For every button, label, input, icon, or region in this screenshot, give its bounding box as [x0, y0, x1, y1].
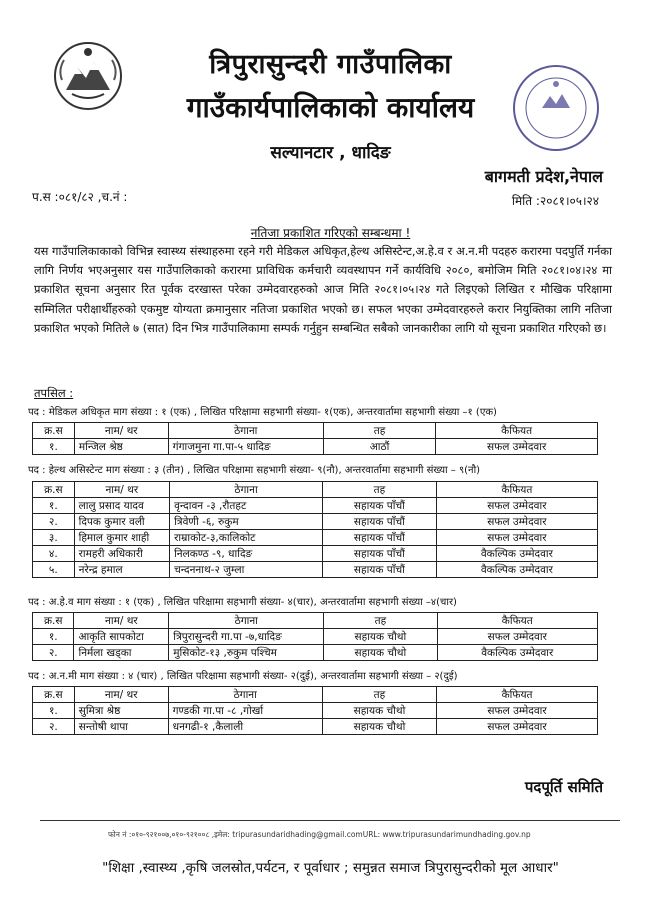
col-level: तह [324, 613, 437, 629]
table-header-row [33, 423, 598, 439]
table-row [33, 645, 598, 661]
col-remarks: कैफियत [437, 687, 598, 703]
cell-name: मन्जिल श्रेष्ठ [74, 439, 168, 455]
col-name: नाम/ थर [74, 613, 169, 629]
cell-sn: १. [33, 498, 75, 514]
table-header-row [33, 482, 598, 498]
province-name: बागमती प्रदेश,नेपाल [484, 167, 603, 186]
cell-sn: १. [33, 439, 75, 455]
cell-level: सहायक पाँचौं [323, 562, 437, 578]
col-address: ठेगाना [169, 613, 324, 629]
cell-name: लालु प्रसाद यादव [74, 498, 169, 514]
cell-name: सन्तोषी थापा [74, 719, 168, 735]
cell-address: धनगढी-१ ,कैलाली [168, 719, 322, 735]
cell-sn: २. [33, 514, 75, 530]
cell-sn: १. [33, 703, 75, 719]
cell-level: आठौं [323, 439, 435, 455]
cell-address: वृन्दावन -३ ,रौतहट [170, 498, 323, 514]
col-remarks: कैफियत [437, 613, 597, 629]
cell-sn: ३. [33, 530, 75, 546]
cell-sn: २. [33, 719, 75, 735]
cell-level: सहायक चौथो [324, 629, 437, 645]
table-row [33, 546, 598, 562]
cell-level: सहायक पाँचौं [323, 498, 437, 514]
footer-motto: "शिक्षा ,स्वास्थ्य ,कृषि जलस्रोत,पर्यटन, र पूर्वाधार ; समुन्नत समाज त्रिपुरासुन्दरीको मूल आधार" [102, 860, 559, 876]
details-label: तपसिल : [34, 386, 74, 400]
results-table-anm [32, 686, 598, 735]
table-row [33, 719, 598, 735]
table-row [33, 562, 598, 578]
cell-name: नरेन्द्र हमाल [74, 562, 169, 578]
table-row [33, 498, 598, 514]
col-level: तह [323, 482, 437, 498]
cell-remarks: वैकल्पिक उम्मेदवार [436, 562, 597, 578]
cell-address: गंगाजमुना गा.पा-५ धादिङ [168, 439, 323, 455]
col-sn: क्र.स [33, 482, 75, 498]
post-line-health-assistant: पद : हेल्थ असिस्टेन्ट माग संख्या : ३ (तीन) , लिखित परिक्षामा सहभागी संख्या- ९(नौ), अन्तरवार्तामा सहभागी संख्या – ९(नौ) [28, 465, 481, 476]
col-remarks: कैफियत [436, 482, 597, 498]
table-header-row [33, 613, 598, 629]
cell-level: सहायक चौथो [324, 645, 437, 661]
table-row [33, 629, 598, 645]
cell-address: त्रिवेणी -६, रुकुम [170, 514, 323, 530]
office-name: गाउँकार्यपालिकाको कार्यालय [186, 91, 475, 124]
table-row [33, 530, 598, 546]
post-line-ahw: पद : अ.हे.व माग संख्या : १ (एक) , लिखित परिक्षामा सहभागी संख्या- ४(चार), अन्तरवार्तामा सहभागी संख्या –४(चार) [28, 597, 457, 608]
col-address: ठेगाना [168, 687, 322, 703]
results-table-medical-officer [32, 422, 598, 455]
notice-date: मिति :२०८१।०५।२४ [511, 194, 599, 208]
cell-name: आकृति सापकोटा [74, 629, 169, 645]
col-sn: क्र.स [33, 423, 75, 439]
col-address: ठेगाना [168, 423, 323, 439]
results-table-health-assistant [32, 481, 598, 578]
cell-sn: ५. [33, 562, 75, 578]
notice-subject: नतिजा प्रकाशित गरिएको सम्बन्धमा ! [250, 226, 411, 240]
cell-remarks: सफल उम्मेदवार [437, 703, 598, 719]
footer-divider [40, 820, 620, 821]
cell-remarks: सफल उम्मेदवार [437, 629, 597, 645]
table-row [33, 514, 598, 530]
cell-level: सहायक पाँचौं [323, 530, 437, 546]
cell-address: गण्डकी गा.पा -८ ,गोर्खा [168, 703, 322, 719]
cell-remarks: सफल उम्मेदवार [436, 530, 597, 546]
cell-level: सहायक पाँचौं [323, 546, 437, 562]
cell-address: निलकण्ठ -९, धादिङ [170, 546, 323, 562]
cell-sn: १. [33, 629, 74, 645]
cell-address: राम्राकोट-३,कालिकोट [170, 530, 323, 546]
cell-remarks: वैकल्पिक उम्मेदवार [436, 546, 597, 562]
col-level: तह [322, 687, 436, 703]
cell-name: हिमाल कुमार शाही [74, 530, 169, 546]
signature-committee: पदपूर्ति समिति [524, 778, 603, 796]
table-row [33, 703, 598, 719]
cell-remarks: सफल उम्मेदवार [436, 514, 597, 530]
cell-remarks: सफल उम्मेदवार [436, 439, 598, 455]
col-level: तह [323, 423, 435, 439]
col-name: नाम/ थर [74, 423, 168, 439]
cell-name: दिपक कुमार वली [74, 514, 169, 530]
notice-body: यस गाउँपालिकाकाको विभिन्न स्वास्थ्य संस्थाहरुमा रहने गरी मेडिकल अधिकृत,हेल्थ असिस्टेन्ट,अ.हे.व र अ.न.मी पदहरु करारमा पदपुर्ति गर्नका लागि निर्णय भएअनुसार यस गाउँपालिकाको करारमा प्राविधिक कर्मचारी व्यवस्थापन गर्ने कार्यविधि २०८०, बमोजिम मिति २०८१।०४।२४ मा प्रकाशित सूचना अनुसार रित पूर्वक दरखास्त परेका उम्मेदवारहरुको आज मिति २०८१।०५।२४ गते लिइएको लिखित र मौखिक परिक्षामा सम्मिलित परीक्षार्थीहरुको एकमुष्ट योग्यता क्रमानुसार नतिजा प्रकाशित भएको छ। सफल भएका उम्मेदवारहरुले करार नियुक्तिका लागि नतिजा प्रकाशित भएको मितिले ७ (सात) दिन भित्र गाउँपालिकामा सम्पर्क गर्नुहुन सम्बन्धित सबैको जानकारीका लागि यो सूचना प्रकाशित गरिएको छ। [34, 244, 612, 335]
office-location: सल्यानटार , धादिङ [270, 143, 391, 163]
cell-address: चन्दननाथ-२ जुम्ला [170, 562, 323, 578]
cell-level: सहायक चौथो [322, 719, 436, 735]
col-address: ठेगाना [170, 482, 323, 498]
cell-sn: २. [33, 645, 74, 661]
cell-level: सहायक चौथो [322, 703, 436, 719]
cell-remarks: सफल उम्मेदवार [436, 498, 597, 514]
cell-address: मुसिकोट-१३ ,रुकुम पश्चिम [169, 645, 324, 661]
col-name: नाम/ थर [74, 482, 169, 498]
cell-remarks: सफल उम्मेदवार [437, 719, 598, 735]
table-header-row [33, 687, 598, 703]
cell-remarks: वैकल्पिक उम्मेदवार [437, 645, 597, 661]
cell-sn: ४. [33, 546, 75, 562]
cell-address: त्रिपुरासुन्दरी गा.पा -७,धादिङ [169, 629, 324, 645]
col-name: नाम/ थर [74, 687, 168, 703]
municipality-name: त्रिपुरासुन्दरी गाउँपालिका [209, 49, 452, 80]
cell-level: सहायक पाँचौं [323, 514, 437, 530]
post-line-medical-officer: पद : मेडिकल अधिकृत माग संख्या : १ (एक) , लिखित परिक्षामा सहभागी संख्या- १(एक), अन्तरवार्तामा सहभागी संख्या –१ (एक) [28, 407, 497, 418]
reference-number: प.स :०८१/८२ ,च.नं : [32, 190, 128, 204]
contact-line: फोन नं :०१०-९२१००७,०१०-९२१००८ ,इमेल: tripurasundaridhading@gmail.comURL: www.tripurasundarimundhading.gov.np [108, 830, 531, 839]
results-table-ahw [32, 612, 598, 661]
col-sn: क्र.स [33, 613, 74, 629]
cell-name: सुमित्रा श्रेष्ठ [74, 703, 168, 719]
col-sn: क्र.स [33, 687, 75, 703]
col-remarks: कैफियत [436, 423, 598, 439]
cell-name: निर्मला खड्का [74, 645, 169, 661]
post-line-anm: पद : अ.न.मी माग संख्या : ४ (चार) , लिखित परिक्षामा सहभागी संख्या- २(दुई), अन्तरवार्तामा सहभागी संख्या – २(दुई) [28, 671, 458, 682]
table-row [33, 439, 598, 455]
cell-name: रामहरी अधिकारी [74, 546, 169, 562]
